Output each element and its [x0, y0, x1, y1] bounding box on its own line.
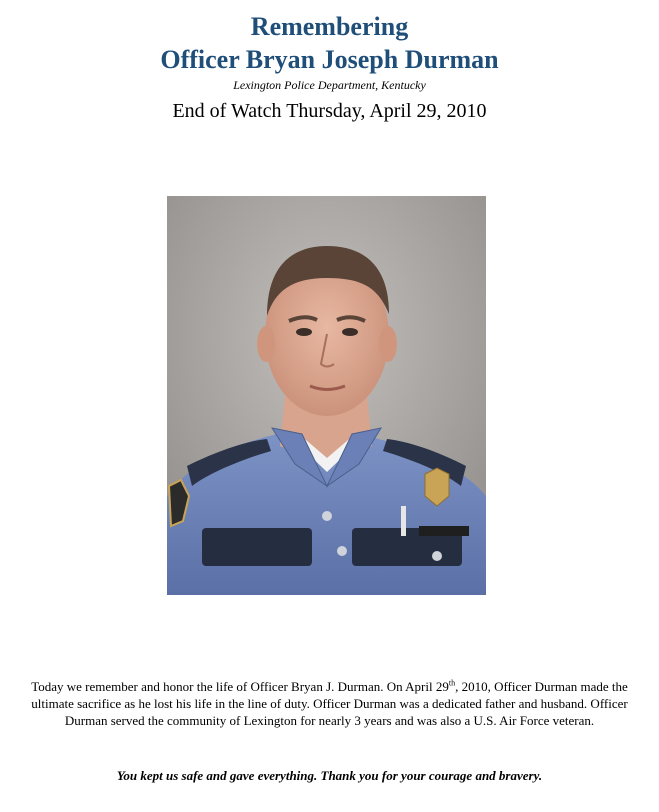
officer-portrait-photo	[167, 196, 486, 595]
title-officer-name: Officer Bryan Joseph Durman	[160, 45, 499, 74]
end-of-watch-date: End of Watch Thursday, April 29, 2010	[172, 100, 487, 122]
ordinal-suffix: th	[448, 678, 456, 688]
memorial-paragraph-part2: , 2010, Officer Durman made the ultimate sacrifice as he lost his life in the line of duty. Officer Durman was a dedicated father and husband. Officer Durman served the community of Lexington for nearly 3 years and was also a U.S. Air Force veteran.	[31, 679, 628, 728]
closing-tribute: You kept us safe and gave everything. Thank you for your courage and bravery.	[116, 768, 543, 783]
department-subtitle: Lexington Police Department, Kentucky	[233, 78, 426, 92]
memorial-paragraph-part1: Today we remember and honor the life of Officer Bryan J. Durman. On April 29	[31, 679, 449, 694]
title-remembering: Remembering	[250, 12, 409, 41]
memorial-paragraph	[10, 678, 649, 729]
